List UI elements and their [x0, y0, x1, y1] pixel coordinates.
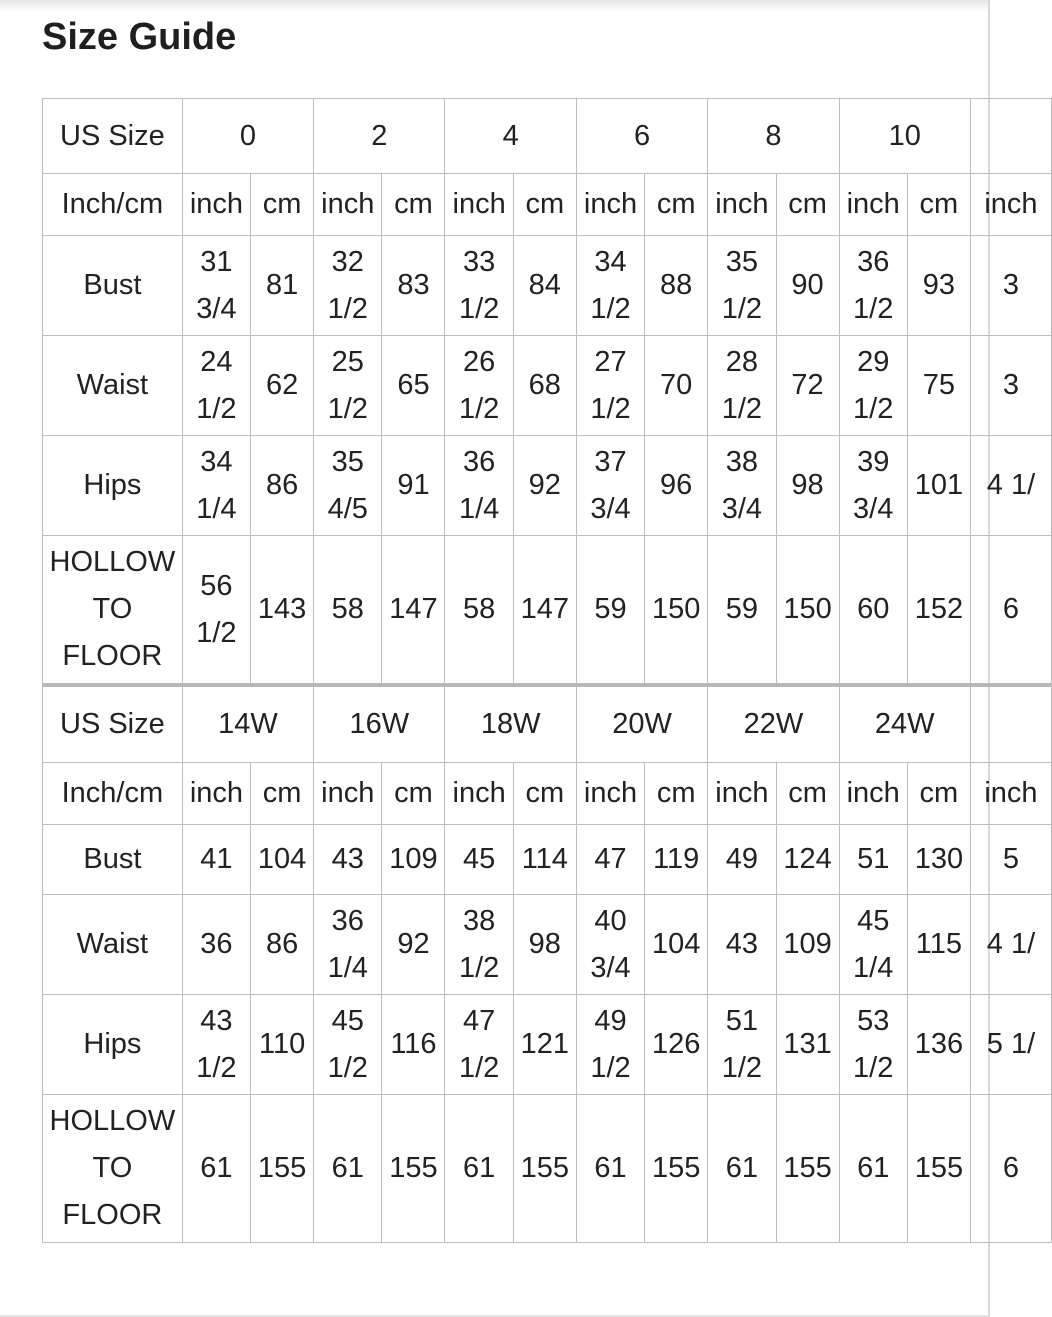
bust-value-cell: 124 — [776, 825, 839, 895]
page-title: Size Guide — [42, 16, 237, 58]
unit-label: Inch/cm — [43, 763, 183, 825]
hollow-value-cell: 155 — [382, 1095, 445, 1243]
bust-value-cell: 32 1/2 — [314, 236, 382, 336]
cm-unit-cell: cm — [776, 763, 839, 825]
hips-value-cell: 4 1/ — [970, 436, 1051, 536]
waist-value-cell: 115 — [907, 895, 970, 995]
hollow-value-cell: 155 — [907, 1095, 970, 1243]
bust-row — [43, 236, 1052, 336]
bust-value-cell: 109 — [382, 825, 445, 895]
inch-unit-cell: inch — [839, 174, 907, 236]
hips-value-cell: 96 — [645, 436, 708, 536]
bust-value-cell: 119 — [645, 825, 708, 895]
bust-value-cell: 93 — [907, 236, 970, 336]
hollow-value-cell: 61 — [839, 1095, 907, 1243]
hollow-value-cell: 58 — [314, 536, 382, 686]
waist-value-cell: 26 1/2 — [445, 336, 513, 436]
hollow-value-cell: 147 — [382, 536, 445, 686]
bust-value-cell: 88 — [645, 236, 708, 336]
hips-value-cell: 5 1/ — [970, 995, 1051, 1095]
hollow-value-cell: 150 — [776, 536, 839, 686]
hollow-value-cell: 143 — [251, 536, 314, 686]
size-header-cell — [970, 685, 1051, 763]
waist-value-cell: 65 — [382, 336, 445, 436]
waist-value-cell: 25 1/2 — [314, 336, 382, 436]
hollow-value-cell: 61 — [708, 1095, 776, 1243]
bust-value-cell: 83 — [382, 236, 445, 336]
hips-value-cell: 126 — [645, 995, 708, 1095]
cm-unit-cell: cm — [251, 174, 314, 236]
hips-value-cell: 36 1/4 — [445, 436, 513, 536]
bust-value-cell: 114 — [513, 825, 576, 895]
size-table-scroll-area[interactable] — [42, 98, 1038, 1250]
waist-value-cell: 86 — [251, 895, 314, 995]
size-header-cell — [970, 99, 1051, 174]
size-header-cell: 2 — [314, 99, 445, 174]
size-header-cell: 16W — [314, 685, 445, 763]
bust-value-cell: 31 3/4 — [182, 236, 250, 336]
waist-value-cell: 109 — [776, 895, 839, 995]
hips-row — [43, 995, 1052, 1095]
bust-value-cell: 51 — [839, 825, 907, 895]
waist-value-cell: 36 1/4 — [314, 895, 382, 995]
hollow-value-cell: 59 — [708, 536, 776, 686]
hollow-value-cell: 155 — [776, 1095, 839, 1243]
hollow-value-cell: 61 — [182, 1095, 250, 1243]
hollow-value-cell: 60 — [839, 536, 907, 686]
bust-value-cell: 36 1/2 — [839, 236, 907, 336]
bust-label: Bust — [43, 825, 183, 895]
us-size-label: US Size — [43, 99, 183, 174]
hips-value-cell: 91 — [382, 436, 445, 536]
bust-value-cell: 41 — [182, 825, 250, 895]
waist-value-cell: 62 — [251, 336, 314, 436]
size-header-cell: 4 — [445, 99, 576, 174]
hollow-label: HOLLOW TO FLOOR — [43, 1095, 183, 1243]
inch-unit-cell: inch — [576, 174, 644, 236]
hips-value-cell: 101 — [907, 436, 970, 536]
size-header-cell: 6 — [576, 99, 707, 174]
size-header-cell: 18W — [445, 685, 576, 763]
hips-value-cell: 43 1/2 — [182, 995, 250, 1095]
waist-value-cell: 43 — [708, 895, 776, 995]
hips-value-cell: 116 — [382, 995, 445, 1095]
inch-unit-cell: inch — [445, 763, 513, 825]
hips-value-cell: 131 — [776, 995, 839, 1095]
cm-unit-cell: cm — [907, 174, 970, 236]
hips-value-cell: 110 — [251, 995, 314, 1095]
waist-value-cell: 24 1/2 — [182, 336, 250, 436]
inch-unit-cell: inch — [839, 763, 907, 825]
hollow-row — [43, 1095, 1052, 1243]
waist-value-cell: 28 1/2 — [708, 336, 776, 436]
hollow-value-cell: 152 — [907, 536, 970, 686]
bust-value-cell: 84 — [513, 236, 576, 336]
inch-unit-cell: inch — [576, 763, 644, 825]
hips-label: Hips — [43, 436, 183, 536]
cm-unit-cell: cm — [251, 763, 314, 825]
bust-value-cell: 104 — [251, 825, 314, 895]
hollow-row — [43, 536, 1052, 686]
hips-value-cell: 37 3/4 — [576, 436, 644, 536]
bust-value-cell: 130 — [907, 825, 970, 895]
waist-value-cell: 38 1/2 — [445, 895, 513, 995]
hips-value-cell: 34 1/4 — [182, 436, 250, 536]
waist-value-cell: 75 — [907, 336, 970, 436]
waist-value-cell: 72 — [776, 336, 839, 436]
waist-row — [43, 895, 1052, 995]
hips-value-cell: 121 — [513, 995, 576, 1095]
waist-value-cell: 68 — [513, 336, 576, 436]
waist-label: Waist — [43, 895, 183, 995]
hips-value-cell: 38 3/4 — [708, 436, 776, 536]
bust-value-cell: 33 1/2 — [445, 236, 513, 336]
hollow-value-cell: 59 — [576, 536, 644, 686]
hollow-value-cell: 6 — [970, 536, 1051, 686]
unit-row — [43, 174, 1052, 236]
hollow-value-cell: 61 — [314, 1095, 382, 1243]
bust-value-cell: 81 — [251, 236, 314, 336]
hollow-value-cell: 61 — [576, 1095, 644, 1243]
bust-label: Bust — [43, 236, 183, 336]
bust-value-cell: 45 — [445, 825, 513, 895]
unit-row — [43, 763, 1052, 825]
unit-label: Inch/cm — [43, 174, 183, 236]
waist-value-cell: 36 — [182, 895, 250, 995]
hollow-value-cell: 61 — [445, 1095, 513, 1243]
hollow-value-cell: 56 1/2 — [182, 536, 250, 686]
hips-value-cell: 92 — [513, 436, 576, 536]
inch-unit-cell: inch — [970, 763, 1051, 825]
size-header-cell: 10 — [839, 99, 970, 174]
inch-unit-cell: inch — [314, 763, 382, 825]
bust-value-cell: 43 — [314, 825, 382, 895]
bust-value-cell: 34 1/2 — [576, 236, 644, 336]
size-header-cell: 20W — [576, 685, 707, 763]
size-header-cell: 0 — [182, 99, 313, 174]
waist-value-cell: 40 3/4 — [576, 895, 644, 995]
hollow-value-cell: 155 — [251, 1095, 314, 1243]
bust-value-cell: 47 — [576, 825, 644, 895]
waist-value-cell: 27 1/2 — [576, 336, 644, 436]
hips-value-cell: 98 — [776, 436, 839, 536]
size-header-cell: 8 — [708, 99, 839, 174]
hips-value-cell: 39 3/4 — [839, 436, 907, 536]
bust-value-cell: 3 — [970, 236, 1051, 336]
inch-unit-cell: inch — [708, 174, 776, 236]
hips-value-cell: 35 4/5 — [314, 436, 382, 536]
bust-value-cell: 49 — [708, 825, 776, 895]
cm-unit-cell: cm — [645, 763, 708, 825]
waist-value-cell: 98 — [513, 895, 576, 995]
hips-value-cell: 45 1/2 — [314, 995, 382, 1095]
cm-unit-cell: cm — [776, 174, 839, 236]
hollow-label: HOLLOW TO FLOOR — [43, 536, 183, 686]
hips-label: Hips — [43, 995, 183, 1095]
waist-value-cell: 45 1/4 — [839, 895, 907, 995]
waist-row — [43, 336, 1052, 436]
hips-value-cell: 49 1/2 — [576, 995, 644, 1095]
size-header-cell: 24W — [839, 685, 970, 763]
waist-value-cell: 70 — [645, 336, 708, 436]
hollow-value-cell: 147 — [513, 536, 576, 686]
bust-value-cell: 35 1/2 — [708, 236, 776, 336]
bust-value-cell: 5 — [970, 825, 1051, 895]
hollow-value-cell: 150 — [645, 536, 708, 686]
bust-value-cell: 90 — [776, 236, 839, 336]
cm-unit-cell: cm — [382, 174, 445, 236]
size-header-cell: 14W — [182, 685, 313, 763]
waist-value-cell: 29 1/2 — [839, 336, 907, 436]
waist-value-cell: 3 — [970, 336, 1051, 436]
inch-unit-cell: inch — [970, 174, 1051, 236]
size-header-cell: 22W — [708, 685, 839, 763]
waist-value-cell: 104 — [645, 895, 708, 995]
inch-unit-cell: inch — [445, 174, 513, 236]
cm-unit-cell: cm — [513, 174, 576, 236]
cm-unit-cell: cm — [907, 763, 970, 825]
hollow-value-cell: 6 — [970, 1095, 1051, 1243]
top-shadow — [0, 0, 990, 12]
cm-unit-cell: cm — [382, 763, 445, 825]
size-header-row — [43, 685, 1052, 763]
size-table — [42, 98, 1052, 1243]
inch-unit-cell: inch — [708, 763, 776, 825]
hips-value-cell: 53 1/2 — [839, 995, 907, 1095]
bust-row — [43, 825, 1052, 895]
hips-value-cell: 47 1/2 — [445, 995, 513, 1095]
us-size-label: US Size — [43, 685, 183, 763]
inch-unit-cell: inch — [182, 763, 250, 825]
cm-unit-cell: cm — [513, 763, 576, 825]
hips-value-cell: 136 — [907, 995, 970, 1095]
waist-value-cell: 4 1/ — [970, 895, 1051, 995]
hips-row — [43, 436, 1052, 536]
hollow-value-cell: 155 — [513, 1095, 576, 1243]
inch-unit-cell: inch — [314, 174, 382, 236]
hollow-value-cell: 155 — [645, 1095, 708, 1243]
hips-value-cell: 51 1/2 — [708, 995, 776, 1095]
waist-label: Waist — [43, 336, 183, 436]
size-header-row — [43, 99, 1052, 174]
hollow-value-cell: 58 — [445, 536, 513, 686]
waist-value-cell: 92 — [382, 895, 445, 995]
inch-unit-cell: inch — [182, 174, 250, 236]
cm-unit-cell: cm — [645, 174, 708, 236]
hips-value-cell: 86 — [251, 436, 314, 536]
